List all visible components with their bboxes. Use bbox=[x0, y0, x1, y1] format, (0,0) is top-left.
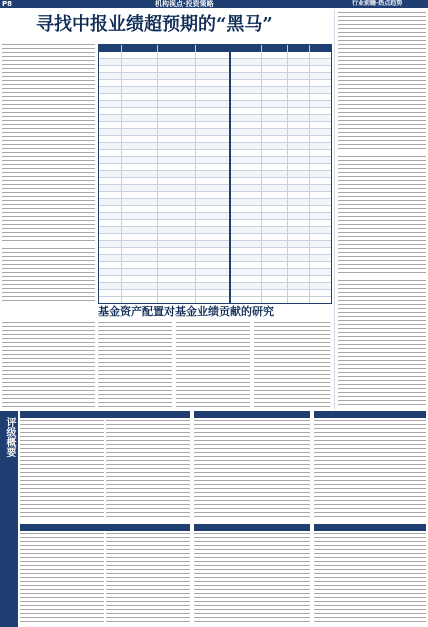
bottom-section-header-6 bbox=[314, 524, 426, 531]
main-headline: 寻找中报业绩超预期的“黑马” bbox=[36, 14, 273, 35]
left-column-text-lower bbox=[2, 248, 95, 302]
mid-text-right bbox=[254, 322, 330, 408]
left-column-text bbox=[2, 44, 95, 244]
bottom-section-header-5 bbox=[194, 524, 310, 531]
right-column-divider bbox=[334, 10, 335, 410]
right-column-text-3 bbox=[338, 280, 426, 408]
stock-table-right bbox=[230, 44, 332, 304]
bottom-left-band bbox=[0, 411, 18, 627]
right-column-text-1 bbox=[338, 12, 426, 152]
mid-text-left bbox=[2, 322, 95, 408]
bottom-section-header-1 bbox=[20, 411, 190, 418]
bottom-text-3 bbox=[194, 420, 310, 520]
bottom-section-header-2 bbox=[194, 411, 310, 418]
bottom-text-7 bbox=[194, 533, 310, 625]
bottom-text-6 bbox=[106, 533, 190, 625]
bottom-section-header-3 bbox=[314, 411, 426, 418]
mid-text-center-2 bbox=[176, 322, 250, 408]
right-column-text-2 bbox=[338, 156, 426, 276]
bottom-section-header-4 bbox=[20, 524, 190, 531]
bottom-left-band-label: 评级概要 bbox=[4, 417, 15, 457]
bottom-text-8 bbox=[314, 533, 426, 625]
stock-table-left bbox=[98, 44, 230, 304]
second-headline: 基金资产配置对基金业绩贡献的研究 bbox=[98, 305, 274, 318]
section-title: 机构视点·投资策略 bbox=[155, 0, 214, 8]
mid-text-center-1 bbox=[98, 322, 172, 408]
bottom-text-4 bbox=[314, 420, 426, 520]
bottom-text-2 bbox=[106, 420, 190, 520]
right-section-title: 行业前瞻·热点趋势 bbox=[352, 0, 403, 7]
bottom-text-5 bbox=[20, 533, 104, 625]
page-number: P8 bbox=[2, 0, 13, 8]
bottom-text-1 bbox=[20, 420, 104, 520]
